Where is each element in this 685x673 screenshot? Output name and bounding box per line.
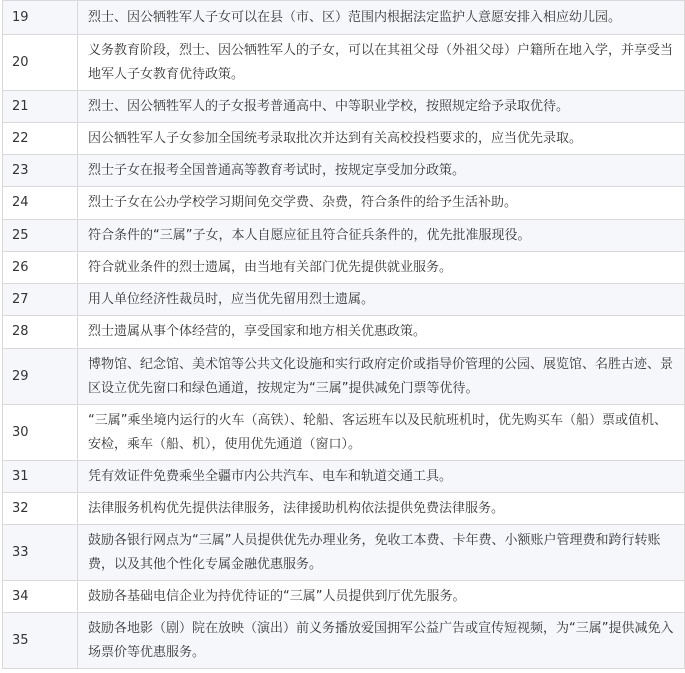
row-number: 24 xyxy=(3,187,78,220)
row-number: 29 xyxy=(3,349,78,405)
row-number: 30 xyxy=(3,405,78,461)
table-row xyxy=(3,405,685,461)
table-row xyxy=(3,349,685,405)
row-text: 凭有效证件免费乘坐全疆市内公共汽车、电车和轨道交通工具。 xyxy=(78,461,685,493)
row-text: 烈士子女在报考全国普通高等教育考试时，按规定享受加分政策。 xyxy=(78,155,685,187)
table-row xyxy=(3,461,685,493)
row-text: 鼓励各地影（剧）院在放映（演出）前义务播放爱国拥军公益广告或宣传短视频，为“三属”提供减免入场票价等优惠服务。 xyxy=(78,613,685,669)
row-number: 33 xyxy=(3,525,78,581)
row-number: 20 xyxy=(3,35,78,91)
row-text: 博物馆、纪念馆、美术馆等公共文化设施和实行政府定价或指导价管理的公园、展览馆、名胜古迹、景区设立优先窗口和绿色通道，按规定为“三属”提供减免门票等优待。 xyxy=(78,349,685,405)
row-number: 25 xyxy=(3,220,78,252)
row-number: 21 xyxy=(3,91,78,123)
row-number: 26 xyxy=(3,252,78,284)
row-number: 22 xyxy=(3,123,78,155)
row-number: 34 xyxy=(3,581,78,613)
row-text: “三属”乘坐境内运行的火车（高铁）、轮船、客运班车以及民航班机时，优先购买车（船）票或值机、安检，乘车（船、机），使用优先通道（窗口）。 xyxy=(78,405,685,461)
row-text: 符合就业条件的烈士遗属，由当地有关部门优先提供就业服务。 xyxy=(78,252,685,284)
table-row xyxy=(3,316,685,349)
table-row xyxy=(3,613,685,669)
row-text: 鼓励各基础电信企业为持优待证的“三属”人员提供到厅优先服务。 xyxy=(78,581,685,613)
table-row xyxy=(3,525,685,581)
table-row xyxy=(3,187,685,220)
row-text: 烈士子女在公办学校学习期间免交学费、杂费，符合条件的给予生活补助。 xyxy=(78,187,685,220)
row-text: 烈士、因公牺牲军人的子女报考普通高中、中等职业学校，按照规定给予录取优待。 xyxy=(78,91,685,123)
table-row xyxy=(3,284,685,316)
row-number: 28 xyxy=(3,316,78,349)
table-row xyxy=(3,123,685,155)
table-row xyxy=(3,35,685,91)
row-number: 31 xyxy=(3,461,78,493)
table-row xyxy=(3,493,685,525)
row-text: 义务教育阶段，烈士、因公牺牲军人的子女，可以在其祖父母（外祖父母）户籍所在地入学，并享受当地军人子女教育优待政策。 xyxy=(78,35,685,91)
table-row xyxy=(3,581,685,613)
row-number: 19 xyxy=(3,1,78,35)
row-text: 鼓励各银行网点为“三属”人员提供优先办理业务，免收工本费、卡年费、小额账户管理费和跨行转账费，以及其他个性化专属金融优惠服务。 xyxy=(78,525,685,581)
row-number: 23 xyxy=(3,155,78,187)
table-row xyxy=(3,220,685,252)
table-row xyxy=(3,91,685,123)
row-text: 符合条件的“三属”子女，本人自愿应征且符合征兵条件的，优先批准服现役。 xyxy=(78,220,685,252)
table-row xyxy=(3,1,685,35)
row-number: 35 xyxy=(3,613,78,669)
row-text: 因公牺牲军人子女参加全国统考录取批次并达到有关高校投档要求的，应当优先录取。 xyxy=(78,123,685,155)
policy-table xyxy=(2,0,685,669)
row-text: 法律服务机构优先提供法律服务，法律援助机构依法提供免费法律服务。 xyxy=(78,493,685,525)
policy-table-body xyxy=(3,1,685,669)
row-text: 烈士、因公牺牲军人子女可以在县（市、区）范围内根据法定监护人意愿安排入相应幼儿园。 xyxy=(78,1,685,35)
row-number: 27 xyxy=(3,284,78,316)
row-text: 烈士遗属从事个体经营的，享受国家和地方相关优惠政策。 xyxy=(78,316,685,349)
row-number: 32 xyxy=(3,493,78,525)
row-text: 用人单位经济性裁员时，应当优先留用烈士遗属。 xyxy=(78,284,685,316)
table-row xyxy=(3,252,685,284)
table-row xyxy=(3,155,685,187)
